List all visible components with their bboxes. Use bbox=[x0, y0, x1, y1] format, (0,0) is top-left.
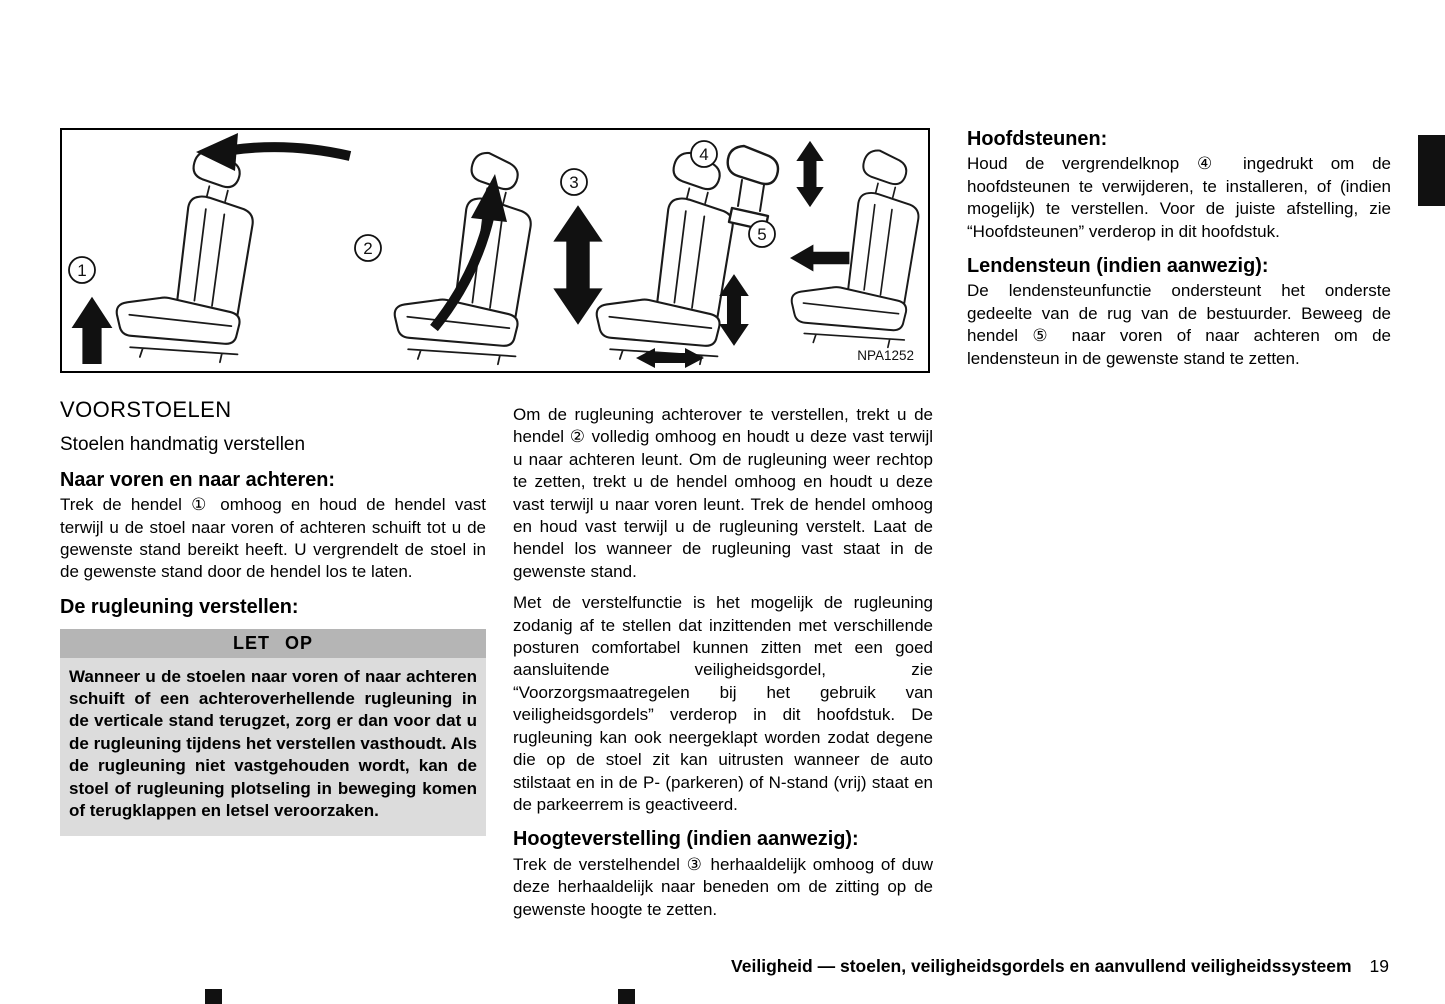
page-footer bbox=[400, 956, 1389, 977]
caution-box bbox=[60, 629, 486, 835]
slide-direction-arrow bbox=[232, 147, 350, 156]
heading-lumbar: Lendensteun (indien aanwezig): bbox=[967, 255, 1269, 278]
heading-fore-aft: Naar voren en naar achteren: bbox=[60, 468, 336, 491]
height-up-down-arrow bbox=[553, 205, 602, 325]
callout-4-number: 4 bbox=[699, 145, 709, 164]
heading-headrests: Hoofdsteunen: bbox=[967, 128, 1108, 150]
paragraph-recline-1: Om de rugleuning achterover te verstellen, trekt u de hendel ② volledig omhoog en houdt u deze vast terwijl u naar achteren leunt. Om de rugleuning weer rechtop te zetten, trekt u de hendel omhoog en houdt u deze vast terwijl u naar voren leunt. Trek de hendel omhoog en houd vast terwijl u de rugleuning verstelt. Laat de hendel los wanneer de rugleuning vast staat in de gewenste stand. bbox=[513, 405, 933, 581]
callout-3-number: 3 bbox=[569, 173, 579, 192]
paragraph-lumbar: De lendensteunfunctie ondersteunt het onderste gedeelte van de rug van de bestuurder. Beweeg de hendel ⑤ naar voren of naar achteren om de lendensteun in de gewenste stand te zetten. bbox=[967, 281, 1391, 368]
section-title: VOORSTOELEN bbox=[60, 397, 232, 422]
paragraph-fore-aft: Trek de hendel ① omhoog en houd de hendel vast terwijl u de stoel naar voren of achteren schuift tot u de gewenste stand bereikt heeft. U vergrendelt de stoel in de gewenste stand door de hendel los te laten. bbox=[60, 495, 486, 582]
paragraph-headrests: Houd de vergrendelknop ④ ingedrukt om de hoofdsteunen te verwijderen, te installeren, of (indien mogelijk) te verstellen. Voor de juiste afstelling, zie “Hoofdsteunen” verderop in dit hoofdstuk. bbox=[967, 154, 1391, 241]
print-mark-left bbox=[205, 989, 222, 1004]
callout-2-number: 2 bbox=[363, 239, 373, 258]
seat-illustration-svg bbox=[62, 130, 928, 371]
callout-5-number: 5 bbox=[757, 225, 767, 244]
headrest-up-down-arrow bbox=[796, 141, 823, 207]
print-mark-center bbox=[618, 989, 635, 1004]
paragraph-height-adjustment: Trek de verstelhendel ③ herhaaldelijk omhoog of duw deze herhaaldelijk naar beneden om de zitting op de gewenste hoogte te zetten. bbox=[513, 854, 933, 919]
footer-page-number: 19 bbox=[1369, 956, 1389, 976]
caution-body: Wanneer u de stoelen naar voren of naar achteren schuift of een achteroverhellende rugleuning in de verticale stand terugzet, zorg er dan voor dat u de rugleuning tijdens het verstellen vasthoudt. Als de rugleuning niet vastgehouden wordt, kan de stoel of rugleuning plotseling in beweging komen of terugklappen en letsel veroorzaken. bbox=[69, 666, 477, 821]
callout-1-number: 1 bbox=[77, 261, 87, 280]
seat-2-illustration bbox=[355, 153, 531, 364]
figure-code-label: NPA1252 bbox=[857, 348, 914, 363]
seat-1-illustration bbox=[69, 133, 350, 364]
footer-chapter-title: Veiligheid — stoelen, veiligheidsgordels en aanvullend veiligheidssysteem bbox=[731, 956, 1352, 976]
lumbar-lever-arrow bbox=[790, 245, 849, 272]
seat-adjustment-figure bbox=[60, 128, 930, 373]
heading-backrest: De rugleuning verstellen: bbox=[60, 595, 299, 618]
seat-3-illustration bbox=[553, 153, 749, 368]
chapter-tab-marker bbox=[1418, 135, 1445, 206]
right-column bbox=[967, 128, 1391, 374]
paragraph-recline-2: Met de verstelfunctie is het mogelijk de rugleuning zodanig af te stellen dat inzittenden met verschillende posturen comfortabel kunnen zitten met een goed aansluitende veiligheidsgordel, zie “Voorzorgsmaatregelen bij het gebruik van veiligheidsgordels” verderop in dit hoofdstuk. De rugleuning kan ook neergeklapt worden zodat degene die op de stoel zit kan uitrusten wanneer de auto stilstaat en in de P- (parkeren) of N-stand (vrij) staat en de parkeerrem is geactiveerd. bbox=[513, 593, 933, 814]
lever-up-arrow bbox=[72, 297, 113, 364]
heading-height-adjustment: Hoogteverstelling (indien aanwezig): bbox=[513, 828, 859, 851]
middle-column bbox=[513, 404, 933, 925]
section-subtitle: Stoelen handmatig verstellen bbox=[60, 434, 306, 456]
caution-title: LET OP bbox=[60, 629, 486, 657]
left-column bbox=[60, 399, 486, 836]
